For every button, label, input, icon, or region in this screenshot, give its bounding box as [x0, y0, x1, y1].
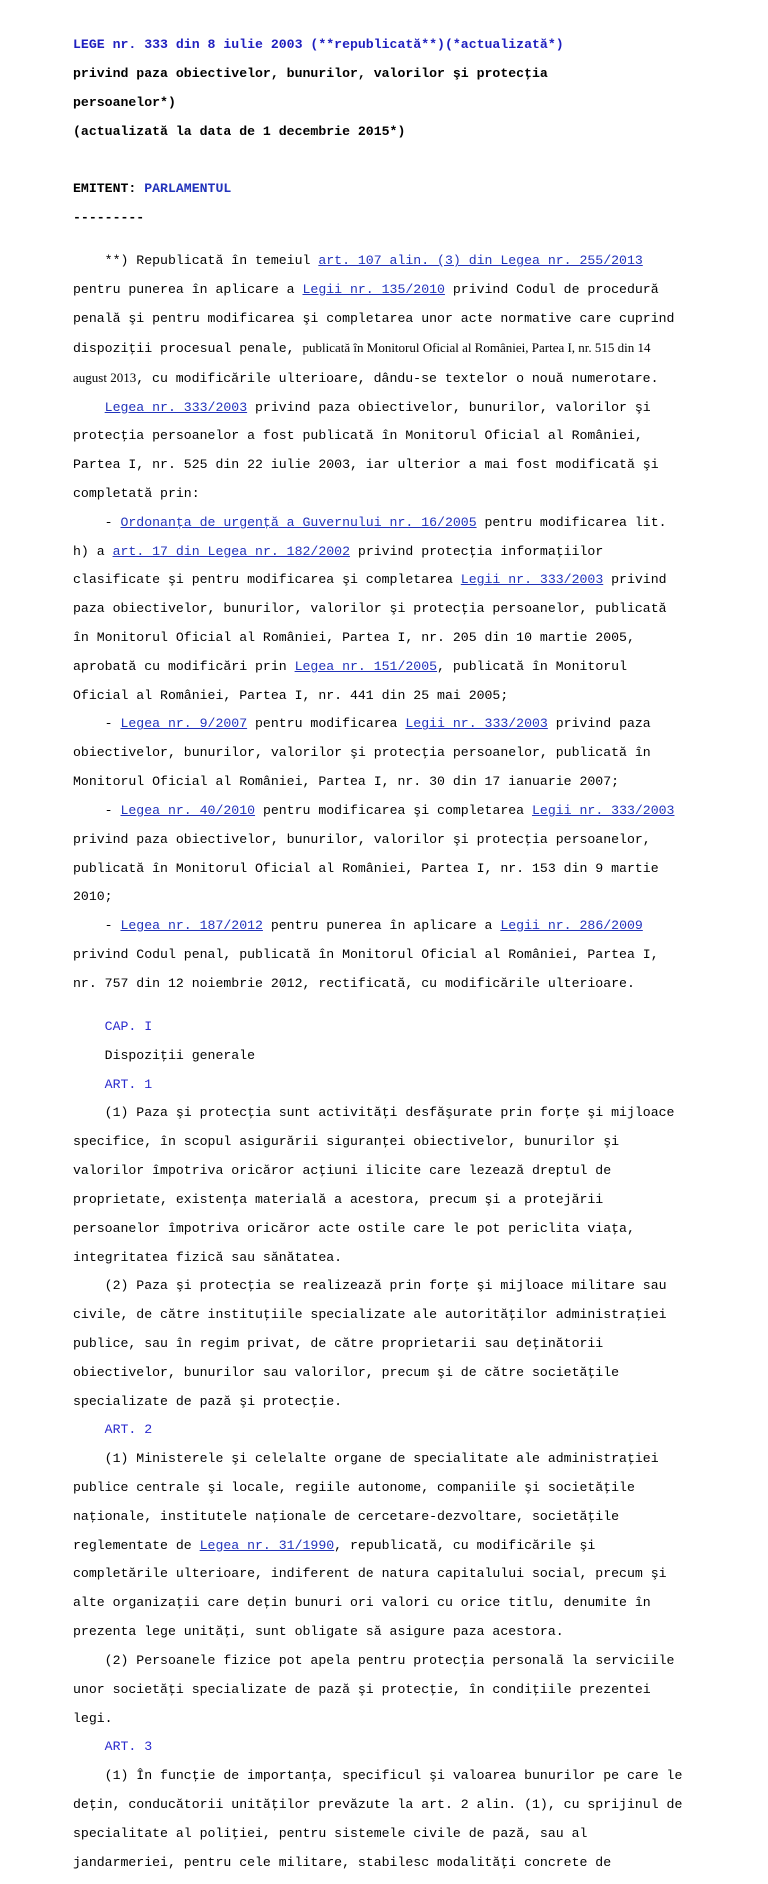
text-span: privind — [603, 572, 667, 588]
text-line: obiectivelor, bunurilor sau valorilor, precum şi de către societăţile — [73, 1364, 620, 1380]
article-link[interactable]: ART. 3 — [104, 1739, 153, 1755]
law-link[interactable]: Legea nr. 151/2005 — [294, 658, 438, 674]
text-span: dispoziţii procesual penale, — [73, 340, 303, 356]
law-link[interactable]: Legea nr. 40/2010 — [120, 802, 256, 818]
text-line: (1) Paza şi protecţia sunt activităţi desfăşurate prin forţe şi mijloace — [73, 1105, 675, 1121]
title-line-2: privind paza obiectivelor, bunurilor, valorilor şi protecţia — [73, 66, 548, 82]
chapter-label[interactable] — [73, 1020, 763, 1034]
text-line: protecţia persoanelor a fost publicată în Monitorul Oficial al României, — [73, 428, 643, 444]
article-label[interactable] — [73, 1078, 763, 1092]
text-line: (2) Paza şi protecţia se realizează prin forţe şi mijloace militare sau — [73, 1278, 667, 1294]
emitent-link[interactable]: PARLAMENTUL — [144, 181, 232, 197]
text-span: pentru punerea în aplicare a — [262, 918, 501, 934]
law-document — [73, 24, 763, 1884]
text-line: Partea I, nr. 525 din 22 iulie 2003, iar ulterior a mai fost modificată şi — [73, 457, 659, 473]
text-span: Dispoziţii generale — [104, 1047, 256, 1063]
text-line: specialitate al poliţiei, pentru sistemele civile de pază, sau al — [73, 1825, 588, 1841]
law-link[interactable]: art. 107 alin. (3) din Legea nr. 255/2013 — [318, 253, 643, 269]
article-link[interactable]: ART. 1 — [104, 1076, 153, 1092]
text-line: civile, de către instituţiile specializate ale autorităţilor administraţiei — [73, 1307, 667, 1323]
text-span: privind protecţia informaţiilor — [350, 543, 604, 559]
text-line: în Monitorul Oficial al României, Partea I, nr. 205 din 10 martie 2005, — [73, 630, 635, 646]
text-span: aprobată cu modificări prin — [73, 658, 295, 674]
text-line: specializate de pază şi protecţie. — [73, 1393, 343, 1409]
text-line — [73, 401, 763, 415]
law-link[interactable]: Legii nr. 286/2009 — [500, 918, 643, 934]
title-line-1: LEGE nr. 333 din 8 iulie 2003 (**republicată**)(*actualizată*) — [73, 37, 564, 53]
law-link[interactable]: Legii nr. 333/2003 — [532, 802, 675, 818]
separator: --------- — [73, 210, 145, 226]
text-line: proprietate, existenţa materială a acestora, precum şi a protejării — [73, 1191, 604, 1207]
text-line: nr. 757 din 12 noiembrie 2012, rectificată, cu modificările ulterioare. — [73, 975, 635, 991]
text-line: persoanelor împotriva oricăror acte ostile care le pot periclita viaţa, — [73, 1220, 635, 1236]
law-link[interactable]: Legea nr. 31/1990 — [199, 1537, 335, 1553]
text-line: jandarmeriei, pentru cele militare, stabilesc modalităţi concrete de — [73, 1854, 612, 1870]
text-line: legi. — [73, 1710, 113, 1726]
law-link[interactable]: art. 17 din Legea nr. 182/2002 — [112, 543, 350, 559]
title-line-3: persoanelor*) — [73, 95, 176, 111]
text-span: privind paza obiectivelor, bunurilor, valorilor şi — [247, 399, 651, 415]
text-line — [73, 660, 763, 674]
text-span: pentru modificarea şi completarea — [255, 802, 533, 818]
article-label[interactable] — [73, 1740, 763, 1754]
text-line: privind Codul penal, publicată în Monitorul Oficial al României, Partea I, — [73, 946, 659, 962]
text-line: publicată în Monitorul Oficial al României, Partea I, nr. 153 din 9 martie — [73, 860, 659, 876]
text-line: unor societăţi specializate de pază şi protecţie, în condiţiile prezentei — [73, 1681, 651, 1697]
text-line: deţin, conducătorii unităţilor prevăzute la art. 2 alin. (1), cu sprijinul de — [73, 1796, 683, 1812]
text-line — [73, 573, 763, 587]
text-span: , cu modificările ulterioare, dându-se textelor o nouă numerotare. — [136, 370, 659, 386]
text-line: privind paza obiectivelor, bunurilor, valorilor şi protecţia persoanelor, — [73, 831, 651, 847]
text-span: publicată în Monitorul Oficial al României, Partea I, nr. 515 din 14 — [302, 339, 651, 355]
text-span: reglementate de — [73, 1537, 200, 1553]
text-line: - Legea nr. 187/2012 pentru punerea în aplicare a Legii nr. 286/2009 — [73, 918, 643, 934]
text-line — [73, 371, 763, 386]
law-link[interactable]: Legii nr. 135/2010 — [302, 282, 445, 298]
emitent-line — [73, 182, 763, 196]
emitent-label: EMITENT: — [73, 181, 145, 197]
spacer — [73, 154, 763, 168]
text-span: clasificate şi pentru modificarea şi completarea — [73, 572, 461, 588]
text-span: **) Republicată în temeiul — [73, 253, 319, 269]
text-line: prezenta lege unităţi, sunt obligate să asigure paza acestora. — [73, 1624, 564, 1640]
law-link[interactable]: Legea nr. 187/2012 — [120, 918, 263, 934]
text-line: publice centrale şi locale, regiile autonome, companiile şi societăţile — [73, 1480, 635, 1496]
chapter-link[interactable]: CAP. I — [104, 1019, 153, 1035]
text-span: , republicată, cu modificările şi — [334, 1537, 596, 1553]
text-line: penală şi pentru modificarea şi completarea unor acte normative care cuprind — [73, 311, 675, 327]
text-line: alte organizaţii care deţin bunuri ori valori cu orice titlu, denumite în — [73, 1595, 651, 1611]
text-line — [73, 545, 763, 559]
text-line: publice, sau în regim privat, de către proprietarii sau deţinătorii — [73, 1335, 604, 1351]
text-line: - Legea nr. 40/2010 pentru modificarea şi completarea Legii nr. 333/2003 — [73, 802, 675, 818]
text-line: valorilor împotriva oricăror acţiuni ilicite care lezează dreptul de — [73, 1163, 612, 1179]
text-line — [73, 341, 763, 356]
text-line — [73, 283, 763, 297]
text-line: (2) Persoanele fizice pot apela pentru protecţia personală la serviciile — [73, 1652, 675, 1668]
text-line: completările ulterioare, indiferent de natura capitalului social, precum şi — [73, 1566, 667, 1582]
law-link[interactable]: Legea nr. 9/2007 — [120, 716, 248, 732]
text-line: completată prin: — [73, 485, 200, 501]
text-line: (1) Ministerele şi celelalte organe de specialitate ale administraţiei — [73, 1451, 659, 1467]
text-line: - Legea nr. 9/2007 pentru modificarea Legii nr. 333/2003 privind paza — [73, 716, 651, 732]
text-span: , publicată în Monitorul — [437, 658, 627, 674]
law-link[interactable]: Ordonanţa de urgenţă a Guvernului nr. 16/2005 — [120, 514, 477, 530]
text-line — [73, 254, 763, 268]
chapter-title — [73, 1049, 763, 1063]
law-link[interactable]: Legea nr. 333/2003 — [104, 399, 248, 415]
text-span: h) a — [73, 543, 113, 559]
text-line: naţionale, institutele naţionale de cercetare-dezvoltare, societăţile — [73, 1508, 620, 1524]
text-span: pentru punerea în aplicare a — [73, 282, 303, 298]
text-span: pentru modificarea lit. — [476, 514, 667, 530]
article-label[interactable] — [73, 1423, 763, 1437]
text-line: Oficial al României, Partea I, nr. 441 din 25 mai 2005; — [73, 687, 509, 703]
text-line: integritatea fizică sau sănătatea. — [73, 1249, 343, 1265]
text-line: 2010; — [73, 889, 113, 905]
text-span: privind paza — [547, 716, 651, 732]
title-line-4: (actualizată la data de 1 decembrie 2015*) — [73, 123, 406, 139]
text-span: privind Codul de procedură — [444, 282, 659, 298]
text-line — [73, 1539, 763, 1553]
text-line: (1) În funcţie de importanţa, specificul şi valoarea bunurilor pe care le — [73, 1768, 683, 1784]
text-line: - Ordonanţa de urgenţă a Guvernului nr. 16/2005 pentru modificarea lit. — [73, 514, 667, 530]
text-line: paza obiectivelor, bunurilor, valorilor şi protecţia persoanelor, publicată — [73, 601, 667, 617]
text-span: august 2013 — [73, 369, 137, 385]
article-link[interactable]: ART. 2 — [104, 1422, 153, 1438]
law-link[interactable]: Legii nr. 333/2003 — [405, 716, 548, 732]
text-line: Monitorul Oficial al României, Partea I, nr. 30 din 17 ianuarie 2007; — [73, 774, 620, 790]
text-line: obiectivelor, bunurilor, valorilor şi protecţia persoanelor, publicată în — [73, 745, 651, 761]
text-line: specifice, în scopul asigurării siguranţei obiectivelor, bunurilor şi — [73, 1134, 620, 1150]
law-link[interactable]: Legii nr. 333/2003 — [460, 572, 604, 588]
text-span: pentru modificarea — [247, 716, 406, 732]
